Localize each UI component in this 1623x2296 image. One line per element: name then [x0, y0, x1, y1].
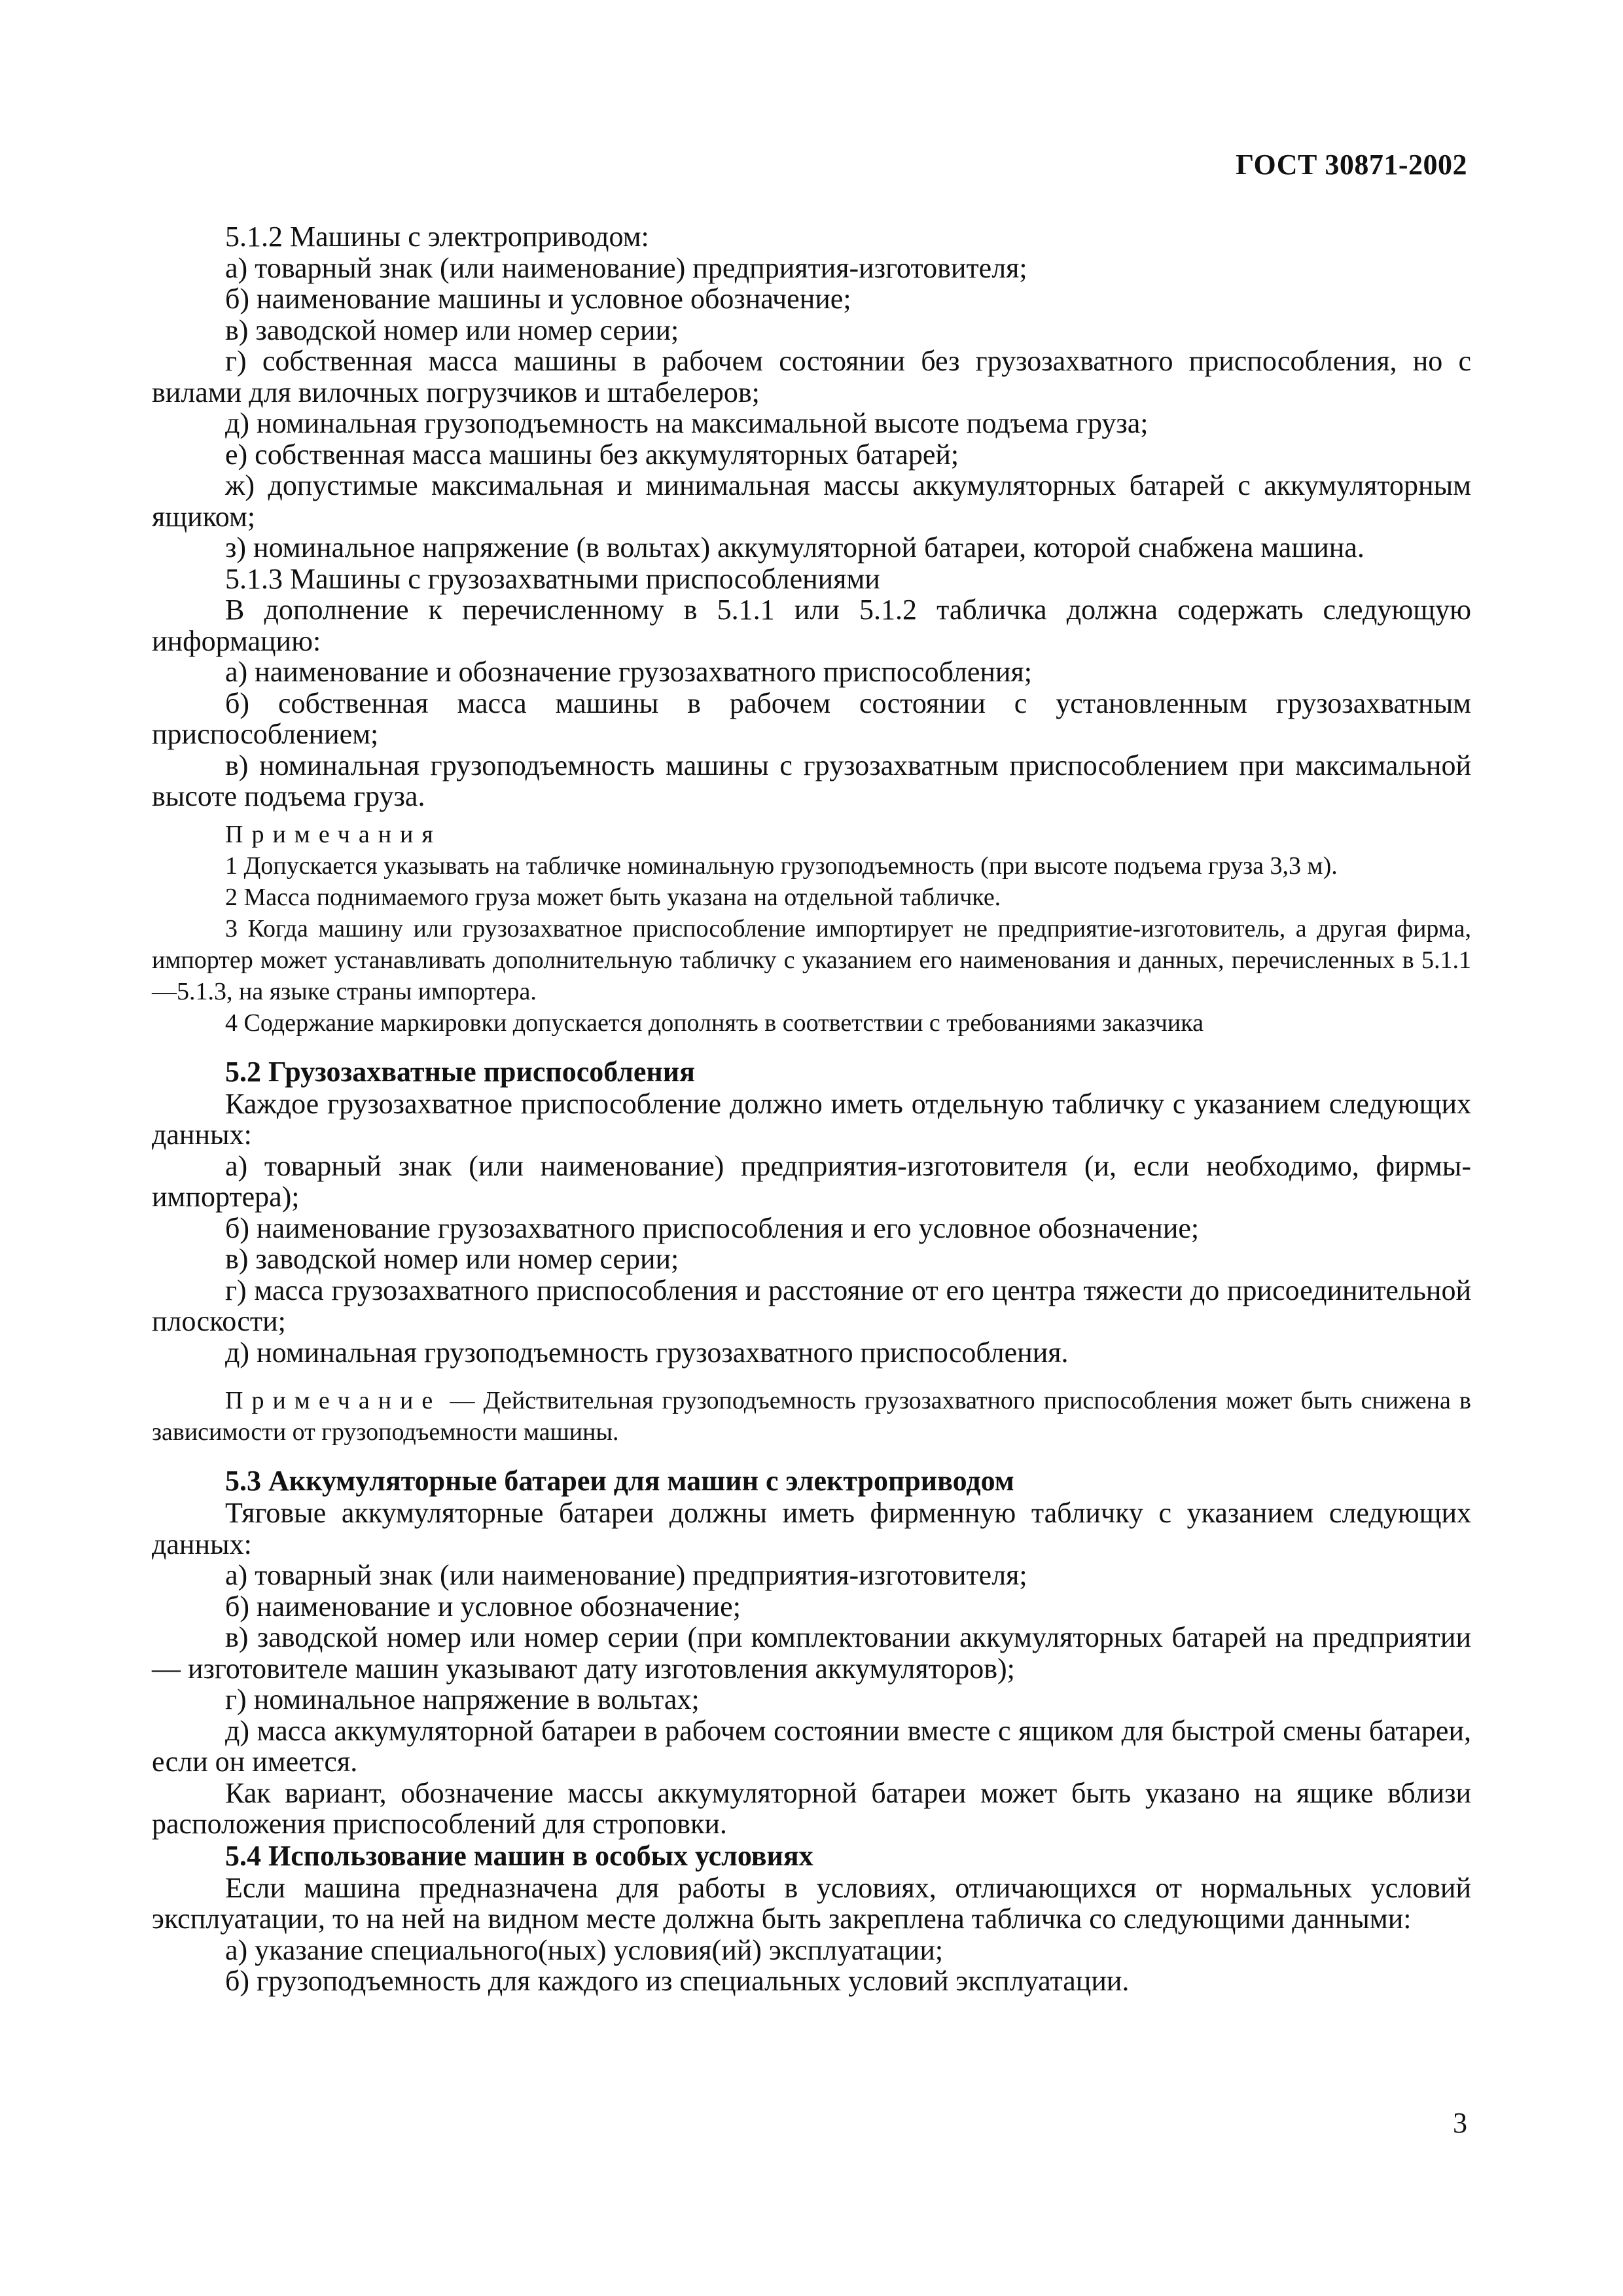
note-2: 2 Масса поднимаемого груза может быть указана на отдельной табличке.: [225, 883, 1001, 911]
clause-5-1-3-intro: В дополнение к перечисленному в 5.1.1 или 5.1.2 табличка должна содержать следующую информацию:: [152, 594, 1471, 657]
section-5-3-intro: Тяговые аккумуляторные батареи должны иметь фирменную табличку с указанием следующих данных:: [152, 1497, 1471, 1560]
clause-5-1-2-item-zh: ж) допустимые максимальная и минимальная массы аккумуляторных батарей с аккумуляторным ящиком;: [152, 469, 1471, 533]
clause-5-1-3-title: 5.1.3 Машины с грузозахватными приспособлениями: [225, 562, 880, 595]
clause-5-1-2-title: 5.1.2 Машины с электроприводом:: [225, 221, 649, 253]
clause-5-1-2-item-v: в) заводской номер или номер серии;: [225, 314, 679, 346]
notes-heading: Примечания: [225, 820, 442, 848]
note-1: 1 Допускается указывать на табличке номинальную грузоподъемность (при высоте подъема груза 3,3 м).: [225, 852, 1338, 880]
section-5-4-heading: 5.4 Использование машин в особых условиях: [225, 1839, 813, 1872]
section-5-4-item-a: а) указание специального(ных) условия(ий) эксплуатации;: [225, 1933, 944, 1966]
clause-5-1-3-item-b: б) собственная масса машины в рабочем состоянии с установленным грузозахватным приспособлением;: [152, 687, 1471, 750]
section-5-2-item-b: б) наименование грузозахватного приспособления и его условное обозначение;: [225, 1211, 1200, 1244]
section-5-4-intro: Если машина предназначена для работы в условиях, отличающихся от нормальных условий эксплуатации, то на ней на видном месте должна быть закреплена табличка со следующими данными:: [152, 1871, 1471, 1935]
section-5-3-heading: 5.3 Аккумуляторные батареи для машин с электроприводом: [225, 1465, 1014, 1497]
clause-5-1-2-item-z: з) номинальное напряжение (в вольтах) аккумуляторной батареи, которой снабжена машина.: [225, 531, 1364, 564]
section-5-3-item-b: б) наименование и условное обозначение;: [225, 1590, 741, 1623]
section-5-3-item-v: в) заводской номер или номер серии (при комплектовании аккумуляторных батарей на предприятии — изготовителе машин указывают дату изготовления аккумуляторов);: [152, 1621, 1471, 1685]
section-5-3-variant: Как вариант, обозначение массы аккумуляторной батареи может быть указано на ящике вблизи расположения приспособлений для строповки.: [152, 1776, 1471, 1840]
note-text: — Действительная грузоподъемность грузозахватного приспособления может быть снижена в зависимости от грузоподъемности машины.: [152, 1387, 1472, 1446]
section-5-3-item-a: а) товарный знак (или наименование) предприятия-изготовителя;: [225, 1559, 1027, 1591]
section-5-2-heading: 5.2 Грузозахватные приспособления: [225, 1055, 695, 1088]
note-4: 4 Содержание маркировки допускается дополнять в соответствии с требованиями заказчика: [225, 1009, 1204, 1037]
document-body: [152, 221, 1471, 1997]
page-number: 3: [1453, 2107, 1467, 2139]
note-label: Примечание: [225, 1387, 442, 1414]
section-5-4-item-b: б) грузоподъемность для каждого из специальных условий эксплуатации.: [225, 1965, 1130, 1997]
clause-5-1-2-item-e: е) собственная масса машины без аккумуляторных батарей;: [225, 438, 959, 471]
clause-5-1-3-item-v: в) номинальная грузоподъемность машины с грузозахватным приспособлением при максимальной высоте подъема груза.: [152, 749, 1471, 812]
clause-5-1-2-item-b: б) наименование машины и условное обозначение;: [225, 283, 851, 315]
section-5-2-item-a: а) товарный знак (или наименование) предприятия-изготовителя (и, если необходимо, фирмы-импортера);: [152, 1149, 1471, 1213]
clause-5-1-2-item-a: а) товарный знак (или наименование) предприятия-изготовителя;: [225, 251, 1027, 284]
section-5-2-item-d: д) номинальная грузоподъемность грузозахватного приспособления.: [225, 1336, 1069, 1369]
clause-5-1-2-item-d: д) номинальная грузоподъемность на максимальной высоте подъема груза;: [225, 407, 1149, 439]
section-5-3-item-d: д) масса аккумуляторной батареи в рабочем состоянии вместе с ящиком для быстрой смены батареи, если он имеется.: [152, 1714, 1471, 1778]
section-5-2-item-g: г) масса грузозахватного приспособления и расстояние от его центра тяжести до присоединительной плоскости;: [152, 1274, 1471, 1337]
section-5-3-item-g: г) номинальное напряжение в вольтах;: [225, 1683, 700, 1715]
section-5-2-note: [152, 1385, 1471, 1448]
note-3: 3 Когда машину или грузозахватное приспособление импортирует не предприятие-изготовитель, а другая фирма, импортер может устанавливать дополнительную табличку с указанием его наименования и данных, перечисленных в 5.1.1—5.1.3, на языке страны импортера.: [152, 914, 1471, 1005]
section-5-2-item-v: в) заводской номер или номер серии;: [225, 1243, 679, 1275]
clause-5-1-3-item-a: а) наименование и обозначение грузозахватного приспособления;: [225, 656, 1032, 688]
clause-5-1-2-item-g: г) собственная масса машины в рабочем состоянии без грузозахватного приспособления, но с вилами для вилочных погрузчиков и штабелеров;: [152, 345, 1471, 408]
section-5-2-intro: Каждое грузозахватное приспособление должно иметь отдельную табличку с указанием следующих данных:: [152, 1087, 1471, 1151]
standard-designation: ГОСТ 30871-2002: [1236, 149, 1467, 181]
